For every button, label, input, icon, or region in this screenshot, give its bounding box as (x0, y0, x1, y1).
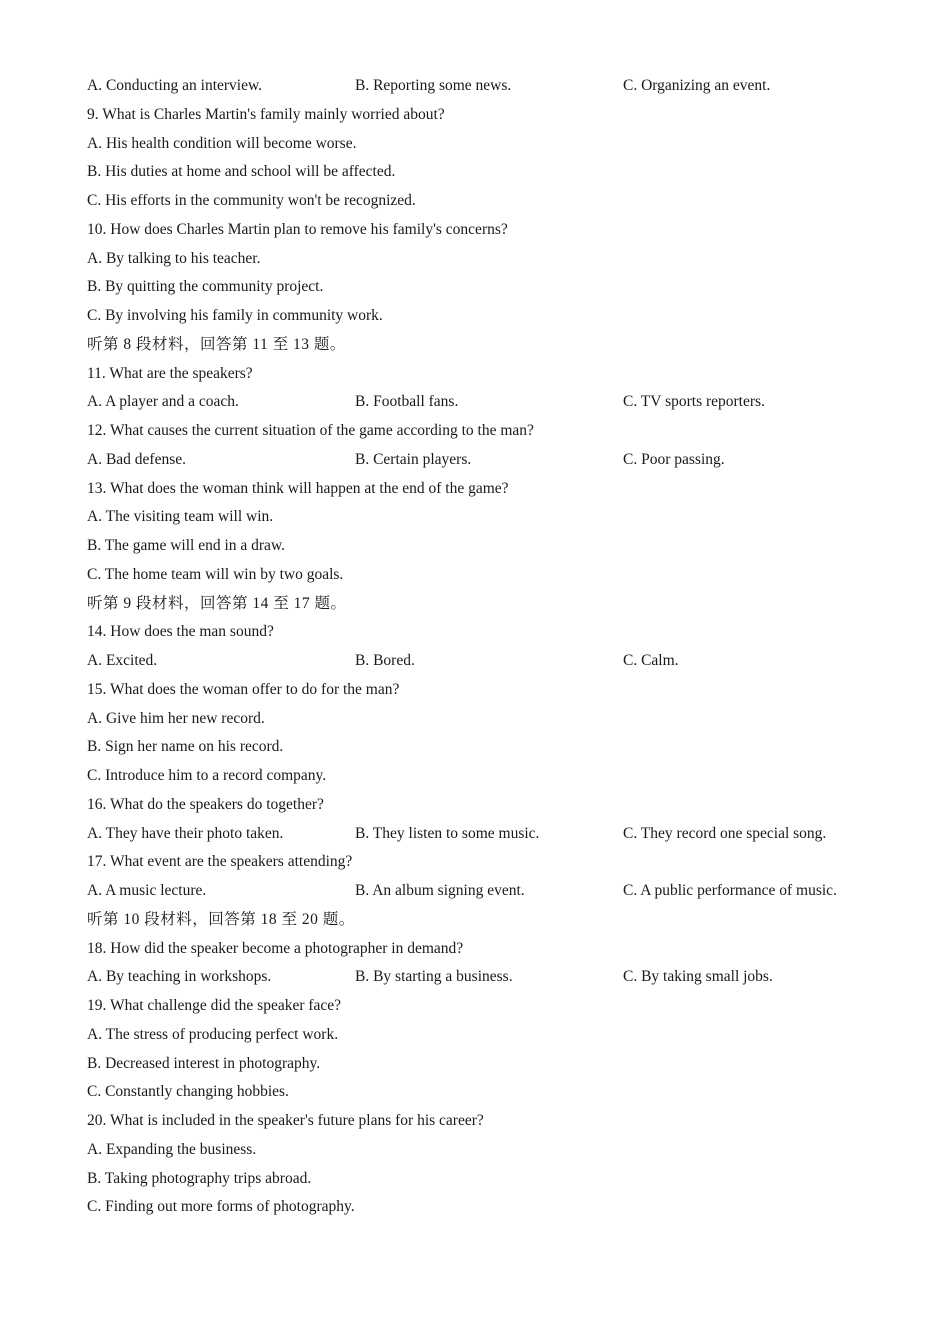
question-line: C. Constantly changing hobbies. (87, 1083, 289, 1101)
question-line: A. Give him her new record. (87, 709, 265, 727)
question-line: A. The visiting team will win. (87, 508, 274, 526)
question-line: A. His health condition will become worse. (87, 134, 357, 152)
answer-option-a: A. A music lecture. (87, 882, 207, 899)
question-line: 18. How did the speaker become a photographer in demand? (87, 939, 464, 957)
section-instruction: 听第 9 段材料，回答第 14 至 17 题。 (87, 594, 347, 612)
answer-option-a: A. Conducting an interview. (87, 77, 263, 94)
question-line: C. Introduce him to a record company. (87, 767, 327, 784)
answer-options-row (87, 963, 887, 992)
section-instruction: 听第 8 段材料，回答第 11 至 13 题。 (87, 335, 346, 353)
question-line: 19. What challenge did the speaker face? (87, 997, 342, 1014)
question-line: A. By talking to his teacher. (87, 249, 261, 267)
question-line: 14. How does the man sound? (87, 623, 274, 641)
answer-option-a: A. They have their photo taken. (87, 824, 284, 842)
answer-option-c: C. They record one special song. (623, 824, 827, 842)
answer-option-c: C. Organizing an event. (623, 77, 771, 94)
section-instruction: 听第 10 段材料，回答第 18 至 20 题。 (87, 910, 355, 928)
answer-option-b: B. An album signing event. (355, 882, 525, 899)
answer-option-c: C. Calm. (623, 652, 679, 669)
question-line: C. Finding out more forms of photography. (87, 1198, 355, 1216)
answer-option-c: C. Poor passing. (623, 450, 725, 468)
answer-option-b: B. Bored. (355, 652, 415, 669)
question-line: A. Expanding the business. (87, 1140, 257, 1158)
question-line: A. The stress of producing perfect work. (87, 1025, 339, 1043)
question-line: B. His duties at home and school will be affected. (87, 163, 396, 181)
question-line: C. His efforts in the community won't be recognized. (87, 192, 416, 209)
question-line: 10. How does Charles Martin plan to remove his family's concerns? (87, 220, 508, 238)
answer-option-a: A. A player and a coach. (87, 393, 239, 411)
answer-option-a: A. Bad defense. (87, 450, 186, 468)
answer-option-c: C. By taking small jobs. (623, 968, 773, 986)
answer-option-b: B. Reporting some news. (355, 77, 512, 94)
question-line: B. Taking photography trips abroad. (87, 1169, 312, 1187)
question-line: C. By involving his family in community work. (87, 307, 383, 324)
answer-option-c: C. TV sports reporters. (623, 393, 765, 411)
answer-options-row (87, 877, 887, 906)
answer-options-row (87, 647, 887, 676)
answer-option-a: A. Excited. (87, 652, 158, 669)
question-line: 13. What does the woman think will happen at the end of the game? (87, 479, 509, 497)
question-line: 17. What event are the speakers attending? (87, 853, 353, 871)
question-line: B. The game will end in a draw. (87, 537, 286, 554)
answer-options-row (87, 388, 887, 417)
question-line: 9. What is Charles Martin's family mainly worried about? (87, 105, 445, 123)
answer-option-a: A. By teaching in workshops. (87, 968, 272, 986)
question-line: B. Decreased interest in photography. (87, 1054, 321, 1072)
question-line: B. Sign her name on his record. (87, 738, 284, 756)
answer-options-row (87, 820, 887, 849)
answer-options-row (87, 446, 887, 475)
exam-page (87, 72, 887, 1222)
question-line: 20. What is included in the speaker's future plans for his career? (87, 1112, 484, 1129)
question-line: 12. What causes the current situation of the game according to the man? (87, 422, 534, 439)
question-line: 11. What are the speakers? (87, 364, 253, 382)
answer-option-b: B. Football fans. (355, 393, 459, 411)
answer-options-row (87, 72, 887, 101)
question-line: C. The home team will win by two goals. (87, 565, 344, 583)
question-line: 16. What do the speakers do together? (87, 795, 324, 813)
answer-option-b: B. Certain players. (355, 450, 472, 468)
answer-option-b: B. They listen to some music. (355, 824, 540, 842)
question-line: 15. What does the woman offer to do for the man? (87, 680, 400, 698)
question-line: B. By quitting the community project. (87, 278, 324, 296)
answer-option-b: B. By starting a business. (355, 968, 513, 986)
answer-option-c: C. A public performance of music. (623, 882, 837, 899)
